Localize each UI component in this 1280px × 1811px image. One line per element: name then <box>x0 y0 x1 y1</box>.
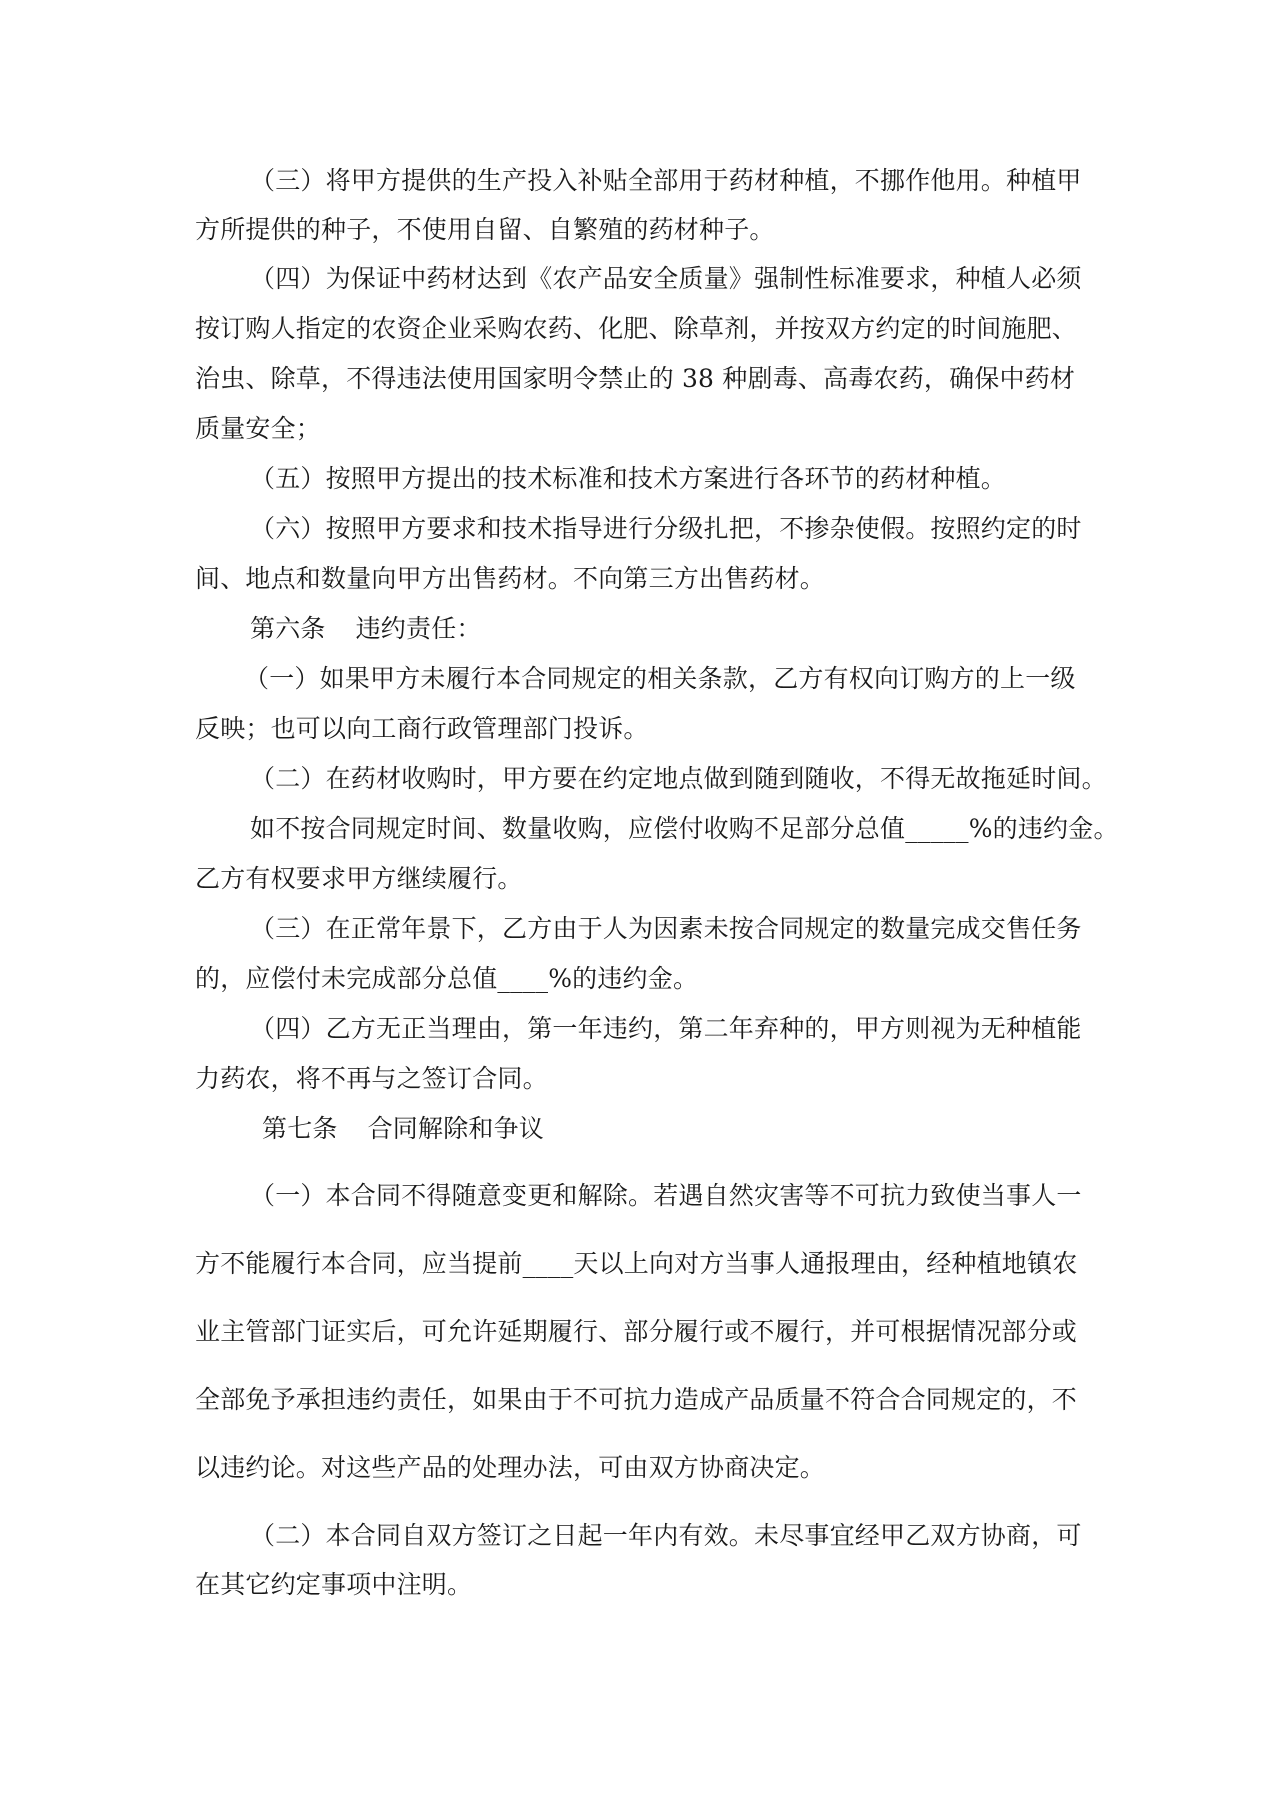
termination-2-line-1: （二）本合同自双方签订之日起一年内有效。未尽事宜经甲乙双方协商，可 <box>250 1521 1082 1550</box>
termination-1-line-4: 全部免予承担违约责任，如果由于不可抗力造成产品质量不符合合同规定的，不 <box>195 1385 1078 1414</box>
clause-4-line-3: 治虫、除草，不得违法使用国家明令禁止的 38 种剧毒、高毒农药，确保中药材 <box>195 364 1076 393</box>
breach-3-line-2: 的，应偿付未完成部分总值____%的违约金。 <box>195 964 699 993</box>
clause-3-line-1: （三）将甲方提供的生产投入补贴全部用于药材种植，不挪作他用。种植甲 <box>250 166 1082 195</box>
article-7-label: 第七条 <box>262 1114 338 1143</box>
article-7-heading <box>262 1114 544 1144</box>
article-6-heading <box>250 614 482 644</box>
clause-4-line-2: 按订购人指定的农资企业采购农药、化肥、除草剂，并按双方约定的时间施肥、 <box>195 314 1078 343</box>
clause-6-line-2: 间、地点和数量向甲方出售药材。不向第三方出售药材。 <box>195 564 826 593</box>
article-7-title: 合同解除和争议 <box>367 1114 545 1143</box>
breach-3-line-1: （三）在正常年景下，乙方由于人为因素未按合同规定的数量完成交售任务 <box>250 914 1082 943</box>
breach-2-line-1: （二）在药材收购时，甲方要在约定地点做到随到随收，不得无故拖延时间。 <box>250 764 1107 793</box>
clause-6-line-1: （六）按照甲方要求和技术指导进行分级扎把，不掺杂使假。按照约定的时 <box>250 514 1082 543</box>
termination-1-line-2: 方不能履行本合同，应当提前____天以上向对方当事人通报理由，经种植地镇农 <box>195 1249 1078 1278</box>
article-6-label: 第六条 <box>250 614 326 643</box>
breach-1-line-1: （一）如果甲方未履行本合同规定的相关条款，乙方有权向订购方的上一级 <box>244 664 1076 693</box>
termination-2-line-2: 在其它约定事项中注明。 <box>195 1570 473 1599</box>
termination-1-line-3: 业主管部门证实后，可允许延期履行、部分履行或不履行，并可根据情况部分或 <box>195 1317 1078 1346</box>
clause-5-line-1: （五）按照甲方提出的技术标准和技术方案进行各环节的药材种植。 <box>250 464 1007 493</box>
article-6-title: 违约责任： <box>355 614 482 643</box>
clause-4-line-1: （四）为保证中药材达到《农产品安全质量》强制性标准要求，种植人必须 <box>250 264 1082 293</box>
clause-3-line-2: 方所提供的种子，不使用自留、自繁殖的药材种子。 <box>195 215 775 244</box>
breach-4-line-1: （四）乙方无正当理由，第一年违约，第二年弃种的，甲方则视为无种植能 <box>250 1014 1082 1043</box>
breach-1-line-2: 反映；也可以向工商行政管理部门投诉。 <box>195 714 649 743</box>
clause-4-line-4: 质量安全； <box>195 414 322 443</box>
termination-1-line-5: 以违约论。对这些产品的处理办法，可由双方协商决定。 <box>195 1453 826 1482</box>
breach-2-line-3: 乙方有权要求甲方继续履行。 <box>195 864 523 893</box>
breach-4-line-2: 力药农，将不再与之签订合同。 <box>195 1064 548 1093</box>
breach-2-line-2: 如不按合同规定时间、数量收购，应偿付收购不足部分总值_____%的违约金。 <box>250 814 1119 843</box>
termination-1-line-1: （一）本合同不得随意变更和解除。若遇自然灾害等不可抗力致使当事人一 <box>250 1181 1082 1210</box>
